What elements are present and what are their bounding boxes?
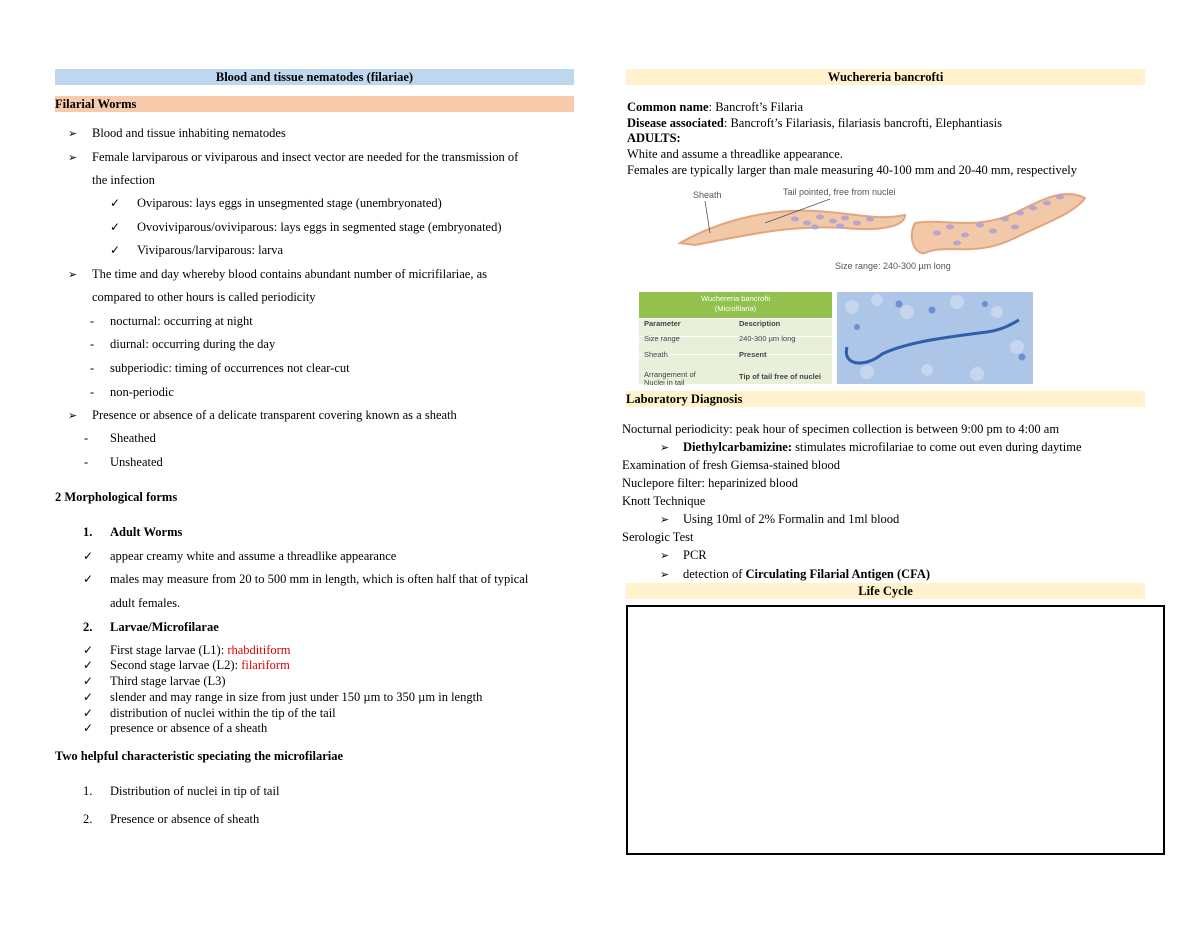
check-text-cont: adult females.: [110, 596, 181, 610]
bullet-text-cont: the infection: [92, 173, 155, 187]
microfilaria-illustration: [675, 183, 1095, 273]
check-icon: ✓: [110, 220, 121, 234]
check-icon: ✓: [83, 549, 94, 563]
dash-text: non-periodic: [110, 385, 174, 399]
section-filarial-worms: Filarial Worms: [55, 96, 574, 112]
dash-text: nocturnal: occurring at night: [110, 314, 253, 328]
list-number: 1.: [83, 784, 93, 798]
arrow-bullet-icon: ➢: [660, 550, 670, 562]
table-cell: 240-300 µm long: [739, 334, 796, 343]
table-cell: Size range: [644, 334, 680, 343]
blood-smear-photo: [837, 292, 1033, 384]
disease-associated: Disease associated: Bancroft’s Filariasis, filariasis bancrofti, Elephantiasis: [627, 116, 1002, 130]
dash-bullet: -: [90, 337, 95, 351]
life-cycle-box: [626, 605, 1165, 855]
dash-bullet: -: [84, 431, 89, 445]
two-characteristics-heading: Two helpful characteristic speciating the microfilariae: [55, 749, 344, 763]
dash-text: subperiodic: timing of occurrences not clear-cut: [110, 361, 350, 375]
lab-subitem: PCR: [683, 548, 707, 562]
size-label: Size range: 240-300 µm long: [835, 261, 951, 271]
adults-heading: ADULTS:: [627, 131, 681, 145]
lab-item: Examination of fresh Giemsa-stained blood: [622, 458, 840, 472]
check-icon: ✓: [83, 721, 94, 735]
table-header: Parameter: [644, 319, 681, 328]
dash-text: Unsheated: [110, 455, 163, 469]
dash-text: Sheathed: [110, 431, 156, 445]
dash-bullet: -: [90, 361, 95, 375]
check-text: slender and may range in size from just under 150 µm to 350 µm in length: [110, 690, 483, 704]
check-icon: ✓: [83, 674, 94, 688]
check-icon: ✓: [83, 690, 94, 704]
check-icon: ✓: [83, 572, 94, 586]
larva-l1: First stage larvae (L1): rhabditiform: [110, 643, 291, 657]
lab-diagnosis-header: Laboratory Diagnosis: [626, 391, 1145, 407]
check-icon: ✓: [110, 196, 121, 210]
arrow-bullet-icon: ➢: [68, 128, 78, 140]
microfilaria-table-image: [639, 292, 832, 387]
worm-diagram: [675, 183, 1095, 273]
common-name: Common name: Bancroft’s Filaria: [627, 100, 804, 114]
table-cell: Arrangement of: [644, 370, 696, 379]
bullet-text: Blood and tissue inhabiting nematodes: [92, 126, 286, 140]
list-number: 1.: [83, 525, 93, 539]
lab-item: Knott Technique: [622, 494, 706, 508]
dash-text: diurnal: occurring during the day: [110, 337, 276, 351]
table-subtitle: (Microfilaria): [714, 304, 757, 313]
table-cell: Sheath: [644, 350, 668, 359]
life-cycle-header: Life Cycle: [626, 583, 1145, 599]
adult-worms-heading: Adult Worms: [110, 525, 183, 539]
dash-bullet: -: [90, 385, 95, 399]
sheath-label: Sheath: [693, 190, 722, 200]
lab-item: Serologic Test: [622, 530, 694, 544]
sub-bullet-text: Ovoviviparous/oviviparous: lays eggs in segmented stage (embryonated): [137, 220, 502, 234]
sub-bullet-text: Oviparous: lays eggs in unsegmented stage (unembryonated): [137, 196, 442, 210]
arrow-bullet-icon: ➢: [68, 269, 78, 281]
tail-label: Tail pointed, free from nuclei: [783, 187, 896, 197]
larva-l3: Third stage larvae (L3): [110, 674, 226, 688]
microfilaria-photo-drawing: [837, 292, 1033, 384]
lab-subitem: detection of Circulating Filarial Antigen (CFA): [683, 567, 931, 581]
adults-text: White and assume a threadlike appearance.: [627, 147, 843, 161]
arrow-bullet-icon: ➢: [68, 410, 78, 422]
dash-bullet: -: [90, 314, 95, 328]
arrow-bullet-icon: ➢: [660, 569, 670, 581]
check-text: distribution of nuclei within the tip of the tail: [110, 706, 336, 720]
lab-item: Nocturnal periodicity: peak hour of specimen collection is between 9:00 pm to 4:00 am: [622, 422, 1060, 436]
check-icon: ✓: [83, 706, 94, 720]
check-icon: ✓: [110, 243, 121, 257]
bullet-text: The time and day whereby blood contains abundant number of micrifilariae, as: [92, 267, 488, 281]
table-title: Wuchereria bancrofti: [700, 294, 771, 303]
left-title: Blood and tissue nematodes (filariae): [55, 69, 574, 85]
bullet-text: Presence or absence of a delicate transparent covering known as a sheath: [92, 408, 457, 422]
list-number: 2.: [83, 620, 93, 634]
check-text: appear creamy white and assume a threadlike appearance: [110, 549, 397, 563]
table-cell: Present: [739, 350, 767, 359]
sub-bullet-text: Viviparous/larviparous: larva: [137, 243, 284, 257]
check-text: presence or absence of a sheath: [110, 721, 268, 735]
lab-item: Nuclepore filter: heparinized blood: [622, 476, 798, 490]
arrow-bullet-icon: ➢: [68, 152, 78, 164]
table-cell: Tip of tail free of nuclei: [739, 372, 821, 381]
check-text: males may measure from 20 to 500 mm in length, which is often half that of typical: [110, 572, 529, 586]
adults-text: Females are typically larger than male measuring 40-100 mm and 20-40 mm, respectively: [627, 163, 1077, 177]
larvae-heading: Larvae/Microfilarae: [110, 620, 219, 634]
check-icon: ✓: [83, 643, 94, 657]
right-title: Wuchereria bancrofti: [626, 69, 1145, 85]
lab-subitem: Using 10ml of 2% Formalin and 1ml blood: [683, 512, 900, 526]
morph-heading: 2 Morphological forms: [55, 490, 178, 504]
check-icon: ✓: [83, 658, 94, 672]
dash-bullet: -: [84, 455, 89, 469]
table-cell: Nuclei in tail: [644, 378, 685, 387]
list-item: Distribution of nuclei in tip of tail: [110, 784, 280, 798]
larva-l2: Second stage larvae (L2): filariform: [110, 658, 290, 672]
arrow-bullet-icon: ➢: [660, 442, 670, 454]
list-number: 2.: [83, 812, 93, 826]
list-item: Presence or absence of sheath: [110, 812, 260, 826]
arrow-bullet-icon: ➢: [660, 514, 670, 526]
bullet-text-cont: compared to other hours is called periodicity: [92, 290, 316, 304]
bullet-text: Female larviparous or viviparous and insect vector are needed for the transmission of: [92, 150, 519, 164]
lab-subitem: Diethylcarbamizine: stimulates microfilariae to come out even during daytime: [683, 440, 1082, 454]
table-header: Description: [739, 319, 781, 328]
